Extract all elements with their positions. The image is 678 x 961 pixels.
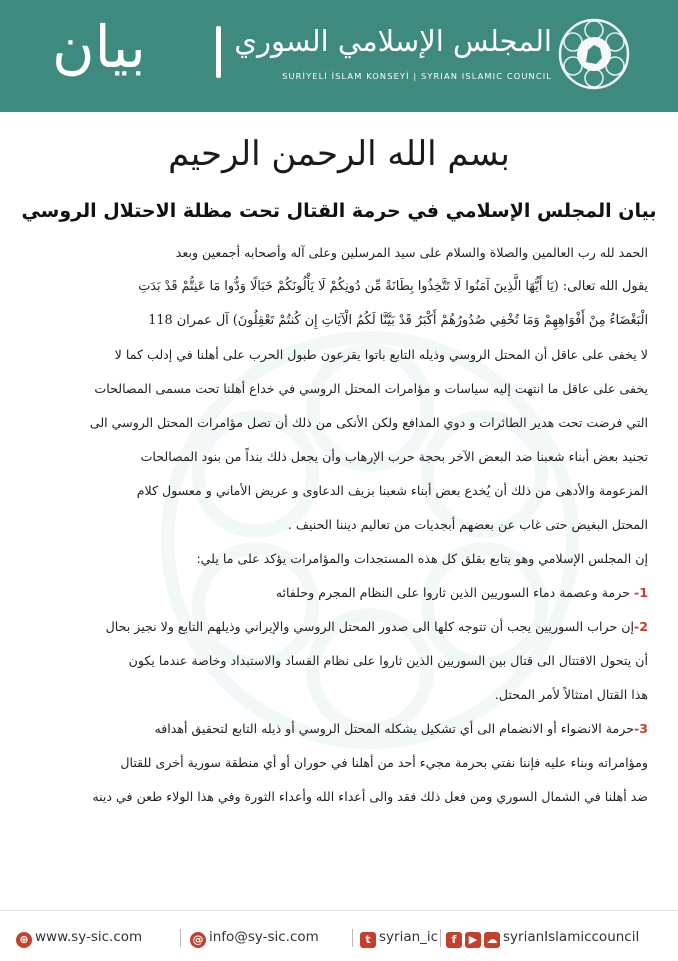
header-divider	[216, 26, 221, 78]
statement-body	[28, 236, 648, 814]
twitter-text: syrian_ic	[379, 929, 439, 945]
footer-separator	[180, 929, 181, 947]
point-2	[28, 610, 648, 644]
header-banner	[0, 0, 678, 112]
email-text: info@sy-sic.com	[209, 929, 319, 945]
opening-praise: الحمد لله رب العالمين والصلاة والسلام على سيد المرسلين وعلى آله وأصحابه أجمعين وبعد	[175, 245, 648, 260]
website-icon: ⊕	[16, 932, 32, 948]
paragraph-line: هذا القتال امتثالاً لأمر المحتل.	[494, 687, 648, 702]
council-name-ar: المجلس الإسلامي السوري	[234, 24, 552, 58]
point-text: حرمة وعصمة دماء السوريين الذين ثاروا على النظام المجرم وحلفائه	[275, 585, 630, 600]
footer-contacts	[0, 910, 678, 961]
website-link[interactable]	[16, 929, 142, 948]
quran-verse-line-2: الْبَغْضَاءُ مِنْ أَفْوَاهِهِمْ وَمَا تُخْفِي صُدُورُهُمْ أَكْبَرُ قَدْ بَيَّنَّا لَكُمُ الْآيَاتِ إِن كُنتُمْ تَعْقِلُونَ) آل عمران 118	[148, 313, 648, 328]
bayan-word: بيان	[52, 13, 146, 81]
paragraph-line: ضد أهلنا في الشمال السوري ومن فعل ذلك فقد والى أعداء الله وأعداء الثورة وفي هذا الولاء طعن في دينه	[92, 789, 648, 804]
soundcloud-icon: ☁	[484, 932, 500, 948]
twitter-icon: t	[360, 932, 376, 948]
facebook-icon: f	[446, 932, 462, 948]
social-text: syrianIslamiccouncil	[503, 929, 640, 945]
footer-separator	[352, 929, 353, 947]
point-number: 3-	[634, 721, 648, 736]
paragraph-line: المحتل البغيض حتى غاب عن بعضهم أبجديات من تعاليم ديننا الحنيف .	[287, 517, 648, 532]
paragraph-line: إن المجلس الإسلامي وهو يتابع بقلق كل هذه المستجدات والمؤامرات يؤكد على ما يلي:	[196, 551, 648, 566]
paragraph-line: تجنيد بعض أبناء شعبنا ضد البعض الآخر بحجة حرب الإرهاب وأن يجعل ذلك بنداً من بنود المصالحات	[140, 449, 648, 464]
paragraph-line: أن يتحول الاقتتال الى قتال بين السوريين الذين ثاروا على نظام الفساد والاستبداد وخاصة عندما يكون	[128, 653, 648, 668]
point-1	[28, 576, 648, 610]
twitter-link[interactable]	[360, 929, 438, 948]
bismillah-calligraphy: بسم الله الرحمن الرحيم	[168, 134, 510, 174]
point-text: حرمة الانضواء أو الانضمام الى أي تشكيل يشكله المحتل الروسي أو ذيله التابع لتحقيق أهدافه	[154, 721, 634, 736]
quran-verse-line-1: يقول الله تعالى: (يَا أَيُّهَا الَّذِينَ آمَنُوا لَا تَتَّخِذُوا بِطَانَةً مِّن دُونِكُمْ لَا يَأْلُونَكُمْ خَبَالًا وَدُّوا مَا عَنِتُّمْ قَدْ بَدَتِ	[138, 279, 648, 294]
email-icon: @	[190, 932, 206, 948]
youtube-icon: ▶	[465, 932, 481, 948]
email-link[interactable]	[190, 929, 319, 948]
statement-title: بيان المجلس الإسلامي في حرمة القتال تحت مظلة الاحتلال الروسي	[21, 200, 657, 222]
paragraph-line: لا يخفى على عاقل أن المحتل الروسي وذيله التابع باتوا يقرعون طبول الحرب على أهلنا في إدلب كما لا	[114, 347, 648, 362]
paragraph-line: المزعومة والأدهى من ذلك أن يُخدع بعض أبناء شعبنا بزيف الدعاوى و عريض الأماني و معسول كلام	[136, 483, 648, 498]
paragraph-line: التي فرضت تحت هدير الطائرات و دوي المدافع ولكن الأنكى من ذلك أن تصل مؤامرات المحتل الروسي الى	[89, 415, 648, 430]
council-logo-icon	[558, 18, 630, 90]
council-name-latin: SURİYELİ İSLAM KONSEYİ | SYRIAN ISLAMIC COUNCIL	[282, 71, 552, 81]
social-links[interactable]	[446, 929, 639, 948]
point-number: 1-	[634, 585, 648, 600]
website-text: www.sy-sic.com	[35, 929, 143, 945]
point-3	[28, 712, 648, 746]
paragraph-line: يخفى على عاقل ما انتهت إليه سياسات و مؤامرات المحتل الروسي في خداع أهلنا تحت مسمى المصالحات	[94, 381, 648, 396]
footer-separator	[440, 929, 441, 947]
point-number: 2-	[634, 619, 648, 634]
point-text: إن حراب السوريين يجب أن تتوجه كلها الى صدور المحتل الروسي والإيراني وذيلهم التابع ولا نجيز بحال	[105, 619, 634, 634]
paragraph-line: ومؤامراته وبناء عليه فإننا نفتي بحرمة مجيء أحد من أهلنا في حوران أو أي منطقة سورية أخرى للقتال	[120, 755, 648, 770]
